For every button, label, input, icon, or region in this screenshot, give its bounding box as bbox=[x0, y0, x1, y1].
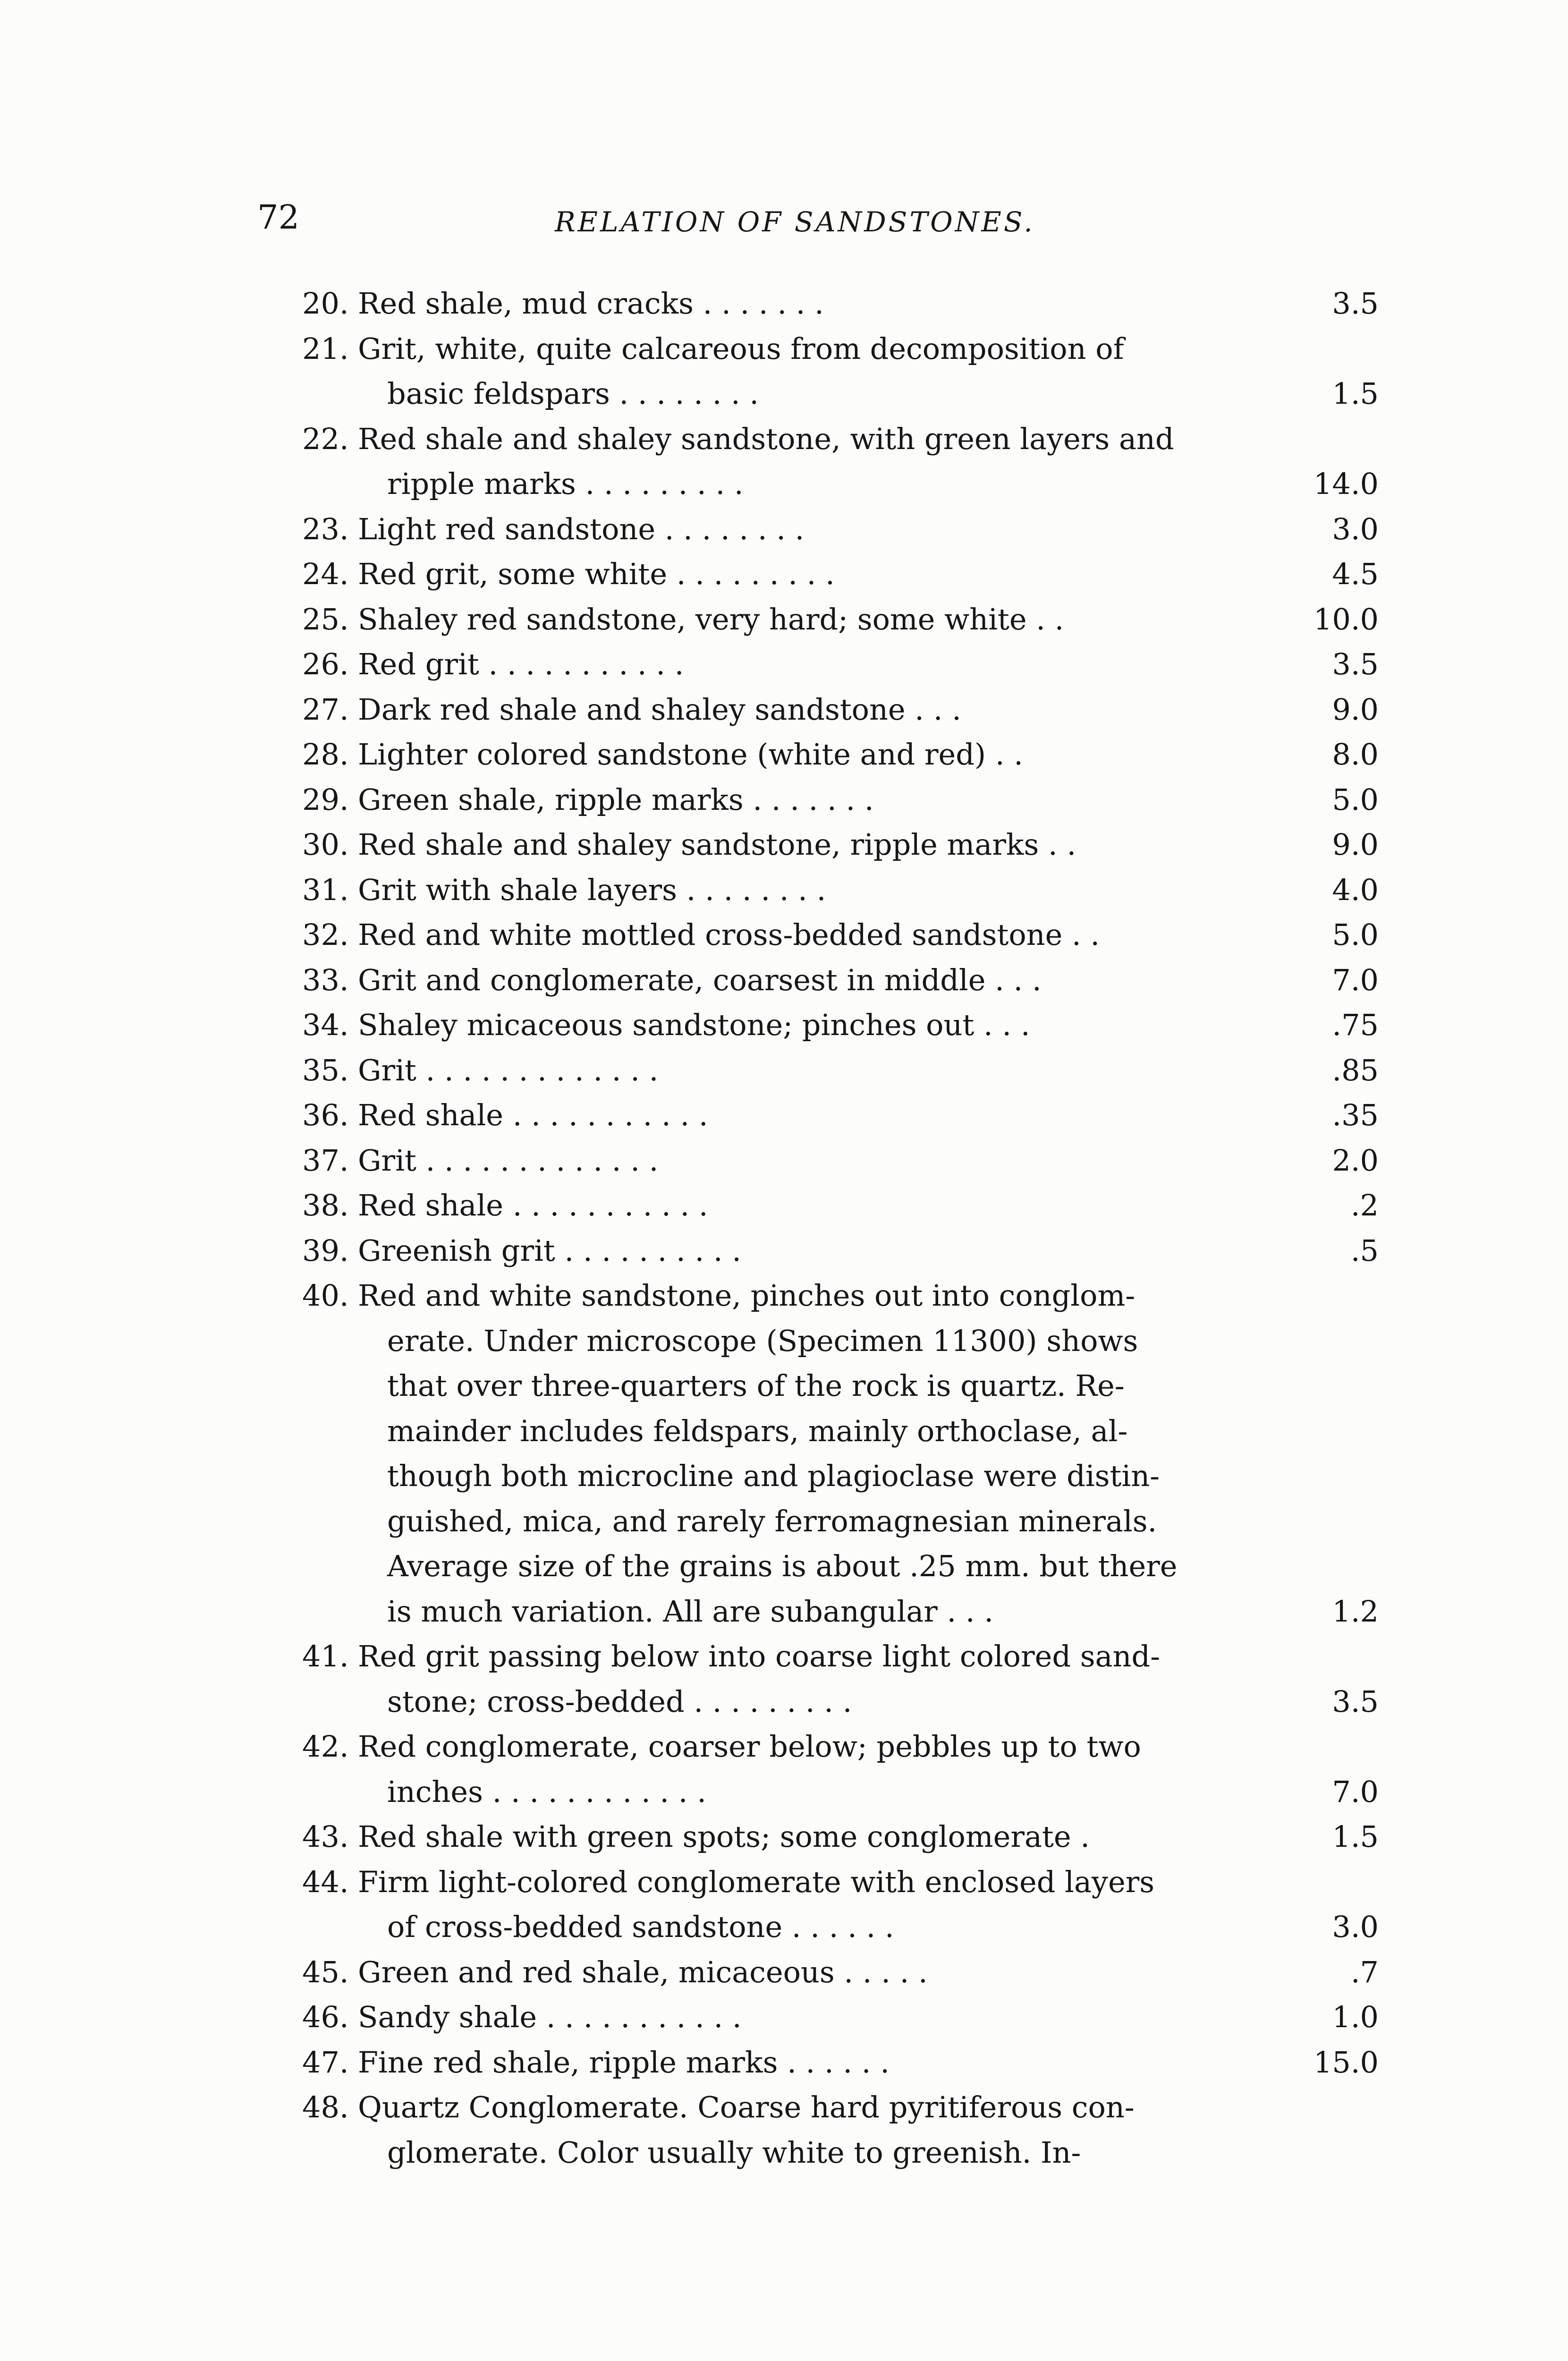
entry-number: 26. bbox=[302, 647, 349, 681]
entry-thickness: 9.0 bbox=[1332, 827, 1379, 862]
section-entry bbox=[302, 642, 1379, 687]
entry-thickness: 3.0 bbox=[1332, 1910, 1379, 1944]
section-entry bbox=[302, 1995, 1379, 2040]
entry-text: that over three-quarters of the rock is quartz. Re- bbox=[387, 1368, 1125, 1403]
entry-continuation-line bbox=[302, 1363, 1246, 1409]
entry-continuation-line bbox=[302, 1318, 1246, 1364]
section-entry bbox=[302, 777, 1379, 823]
entry-text: Grit . . . . . . . . . . . . . bbox=[358, 1053, 659, 1087]
entry-first-line bbox=[302, 867, 1246, 913]
entry-text: Red grit, some white . . . . . . . . . bbox=[358, 557, 835, 591]
entry-continuation-line bbox=[302, 1499, 1246, 1544]
section-entry bbox=[302, 732, 1379, 777]
entry-thickness: 1.0 bbox=[1332, 2000, 1379, 2034]
entry-number: 31. bbox=[302, 872, 349, 907]
section-entry bbox=[302, 597, 1379, 642]
entry-number: 44. bbox=[302, 1864, 349, 1899]
entry-first-line bbox=[302, 687, 1246, 732]
entry-first-line bbox=[302, 2040, 1246, 2085]
entry-text: Green shale, ripple marks . . . . . . . bbox=[358, 782, 874, 817]
entry-number: 20. bbox=[302, 286, 349, 321]
entry-text: Dark red shale and shaley sandstone . . . bbox=[358, 692, 961, 727]
entry-text: Red conglomerate, coarser below; pebbles up to two bbox=[358, 1729, 1141, 1764]
entry-text: ripple marks . . . . . . . . . bbox=[387, 467, 744, 501]
entry-text: Red shale and shaley sandstone, with green layers and bbox=[358, 421, 1174, 456]
entry-continuation-line bbox=[302, 1409, 1246, 1454]
section-entry bbox=[302, 958, 1379, 1003]
entry-number: 47. bbox=[302, 2045, 349, 2080]
section-entry bbox=[302, 912, 1379, 958]
entry-number: 42. bbox=[302, 1729, 349, 1764]
entry-number: 30. bbox=[302, 827, 349, 862]
entry-text: Sandy shale . . . . . . . . . . . bbox=[358, 2000, 742, 2034]
entry-number: 37. bbox=[302, 1143, 349, 1178]
entry-first-line bbox=[302, 1634, 1246, 1679]
entry-thickness: 3.5 bbox=[1332, 647, 1379, 681]
entry-text: though both microcline and plagioclase were distin- bbox=[387, 1459, 1160, 1493]
entry-first-line bbox=[302, 1048, 1246, 1093]
entry-thickness: 10.0 bbox=[1313, 602, 1379, 637]
entry-text: Firm light-colored conglomerate with enclosed layers bbox=[358, 1864, 1155, 1899]
entry-continuation-line bbox=[302, 1904, 1246, 1950]
entry-number: 46. bbox=[302, 2000, 349, 2034]
entry-first-line bbox=[302, 912, 1246, 958]
entry-text: Red shale, mud cracks . . . . . . . bbox=[358, 286, 824, 321]
entry-number: 45. bbox=[302, 1954, 349, 1989]
entry-number: 28. bbox=[302, 737, 349, 772]
entry-first-line bbox=[302, 642, 1246, 687]
entry-text: stone; cross-bedded . . . . . . . . . bbox=[387, 1684, 852, 1719]
entry-number: 33. bbox=[302, 962, 349, 997]
entry-thickness: 15.0 bbox=[1313, 2045, 1379, 2080]
entry-thickness: 3.0 bbox=[1332, 511, 1379, 546]
section-entry bbox=[302, 326, 1379, 416]
section-entry bbox=[302, 1228, 1379, 1274]
section-entry bbox=[302, 1273, 1379, 1634]
entry-thickness: 2.0 bbox=[1332, 1143, 1379, 1178]
entry-first-line bbox=[302, 597, 1246, 642]
section-entry bbox=[302, 1048, 1379, 1093]
entry-number: 24. bbox=[302, 557, 349, 591]
section-entry bbox=[302, 1950, 1379, 1995]
entry-text: inches . . . . . . . . . . . . bbox=[387, 1774, 706, 1809]
entry-thickness: .35 bbox=[1332, 1098, 1379, 1132]
section-entry bbox=[302, 867, 1379, 913]
entry-text: erate. Under microscope (Specimen 11300) shows bbox=[387, 1323, 1138, 1358]
entry-thickness: .7 bbox=[1350, 1954, 1379, 1989]
entry-text: Red shale . . . . . . . . . . . bbox=[358, 1188, 708, 1223]
entry-continuation-line bbox=[302, 461, 1246, 507]
entry-continuation-line bbox=[302, 1589, 1246, 1634]
page-number: 72 bbox=[257, 198, 300, 237]
section-entry bbox=[302, 552, 1379, 597]
entry-first-line bbox=[302, 1002, 1246, 1048]
running-title: RELATION OF SANDSTONES. bbox=[555, 206, 1035, 238]
entry-first-line bbox=[302, 507, 1246, 552]
entry-first-line bbox=[302, 326, 1246, 372]
stratigraphic-section-list bbox=[302, 281, 1379, 2175]
entry-thickness: .5 bbox=[1350, 1233, 1379, 1268]
section-entry bbox=[302, 1183, 1379, 1228]
section-entry bbox=[302, 2085, 1379, 2175]
entry-thickness: 8.0 bbox=[1332, 737, 1379, 772]
section-entry bbox=[302, 1138, 1379, 1183]
entry-first-line bbox=[302, 2085, 1246, 2130]
entry-thickness: 9.0 bbox=[1332, 692, 1379, 727]
entry-number: 21. bbox=[302, 331, 349, 366]
entry-thickness: 1.5 bbox=[1332, 1819, 1379, 1854]
entry-continuation-line bbox=[302, 1453, 1246, 1499]
entry-number: 25. bbox=[302, 602, 349, 637]
entry-thickness: 14.0 bbox=[1313, 467, 1379, 501]
entry-thickness: 7.0 bbox=[1332, 1774, 1379, 1809]
entry-thickness: .75 bbox=[1332, 1008, 1379, 1042]
entry-number: 36. bbox=[302, 1098, 349, 1132]
entry-continuation-line bbox=[302, 2130, 1246, 2175]
entry-thickness: .85 bbox=[1332, 1053, 1379, 1087]
entry-text: Grit . . . . . . . . . . . . . bbox=[358, 1143, 659, 1178]
entry-first-line bbox=[302, 552, 1246, 597]
entry-thickness: 1.5 bbox=[1332, 376, 1379, 411]
section-entry bbox=[302, 2040, 1379, 2085]
entry-number: 43. bbox=[302, 1819, 349, 1854]
entry-thickness: 7.0 bbox=[1332, 962, 1379, 997]
entry-first-line bbox=[302, 281, 1246, 326]
entry-number: 41. bbox=[302, 1639, 349, 1673]
entry-text: Green and red shale, micaceous . . . . . bbox=[358, 1954, 928, 1989]
entry-number: 39. bbox=[302, 1233, 349, 1268]
section-entry bbox=[302, 507, 1379, 552]
entry-continuation-line bbox=[302, 1769, 1246, 1815]
entry-number: 27. bbox=[302, 692, 349, 727]
entry-text: Average size of the grains is about .25 mm. but there bbox=[387, 1549, 1178, 1583]
section-entry bbox=[302, 1002, 1379, 1048]
section-entry bbox=[302, 1093, 1379, 1138]
entry-number: 23. bbox=[302, 511, 349, 546]
entry-thickness: 3.5 bbox=[1332, 1684, 1379, 1719]
entry-text: Red grit . . . . . . . . . . . bbox=[358, 647, 684, 681]
entry-text: Shaley micaceous sandstone; pinches out . . . bbox=[358, 1008, 1030, 1042]
entry-text: mainder includes feldspars, mainly orthoclase, al- bbox=[387, 1413, 1128, 1448]
entry-number: 22. bbox=[302, 421, 349, 456]
entry-thickness: 3.5 bbox=[1332, 286, 1379, 321]
section-entry bbox=[302, 416, 1379, 507]
entry-text: Fine red shale, ripple marks . . . . . . bbox=[358, 2045, 890, 2080]
entry-text: Red shale with green spots; some conglomerate . bbox=[358, 1819, 1090, 1854]
entry-number: 32. bbox=[302, 917, 349, 952]
entry-number: 29. bbox=[302, 782, 349, 817]
entry-number: 40. bbox=[302, 1278, 349, 1313]
entry-first-line bbox=[302, 958, 1246, 1003]
entry-text: Grit, white, quite calcareous from decomposition of bbox=[358, 331, 1124, 366]
entry-text: glomerate. Color usually white to greenish. In- bbox=[387, 2135, 1081, 2170]
entry-thickness: 1.2 bbox=[1332, 1594, 1379, 1629]
entry-text: Shaley red sandstone, very hard; some white . . bbox=[358, 602, 1064, 637]
entry-first-line bbox=[302, 416, 1246, 462]
entry-first-line bbox=[302, 1093, 1246, 1138]
entry-first-line bbox=[302, 1814, 1246, 1860]
entry-first-line bbox=[302, 1183, 1246, 1228]
entry-continuation-line bbox=[302, 371, 1246, 416]
entry-number: 48. bbox=[302, 2090, 349, 2124]
entry-text: Red grit passing below into coarse light colored sand- bbox=[358, 1639, 1161, 1673]
entry-first-line bbox=[302, 1273, 1246, 1318]
entry-number: 38. bbox=[302, 1188, 349, 1223]
entry-first-line bbox=[302, 1950, 1246, 1995]
entry-text: Quartz Conglomerate. Coarse hard pyritiferous con- bbox=[358, 2090, 1135, 2124]
entry-number: 34. bbox=[302, 1008, 349, 1042]
entry-first-line bbox=[302, 1860, 1246, 1905]
entry-first-line bbox=[302, 822, 1246, 867]
section-entry bbox=[302, 1634, 1379, 1724]
entry-thickness: .2 bbox=[1350, 1188, 1379, 1223]
entry-text: of cross-bedded sandstone . . . . . . bbox=[387, 1910, 894, 1944]
entry-text: Red and white sandstone, pinches out into conglom- bbox=[358, 1278, 1136, 1313]
entry-text: guished, mica, and rarely ferromagnesian minerals. bbox=[387, 1503, 1157, 1538]
entry-text: Grit with shale layers . . . . . . . . bbox=[358, 872, 826, 907]
entry-text: Lighter colored sandstone (white and red) . . bbox=[358, 737, 1023, 772]
entry-thickness: 5.0 bbox=[1332, 917, 1379, 952]
entry-text: Red shale . . . . . . . . . . . bbox=[358, 1098, 708, 1132]
entry-first-line bbox=[302, 1138, 1246, 1183]
entry-text: Grit and conglomerate, coarsest in middle . . . bbox=[358, 962, 1042, 997]
entry-continuation-line bbox=[302, 1679, 1246, 1724]
entry-first-line bbox=[302, 1724, 1246, 1769]
section-entry bbox=[302, 687, 1379, 732]
entry-thickness: 4.5 bbox=[1332, 557, 1379, 591]
entry-text: Red and white mottled cross-bedded sandstone . . bbox=[358, 917, 1100, 952]
entry-text: Light red sandstone . . . . . . . . bbox=[358, 511, 805, 546]
entry-text: Red shale and shaley sandstone, ripple marks . . bbox=[358, 827, 1076, 862]
section-entry bbox=[302, 1860, 1379, 1950]
entry-thickness: 5.0 bbox=[1332, 782, 1379, 817]
entry-continuation-line bbox=[302, 1544, 1246, 1589]
entry-number: 35. bbox=[302, 1053, 349, 1087]
section-entry bbox=[302, 822, 1379, 867]
entry-thickness: 4.0 bbox=[1332, 872, 1379, 907]
entry-first-line bbox=[302, 1228, 1246, 1274]
entry-text: is much variation. All are subangular . . . bbox=[387, 1594, 994, 1629]
entry-text: Greenish grit . . . . . . . . . . bbox=[358, 1233, 741, 1268]
entry-first-line bbox=[302, 1995, 1246, 2040]
section-entry bbox=[302, 1814, 1379, 1860]
section-entry bbox=[302, 1724, 1379, 1814]
entry-first-line bbox=[302, 777, 1246, 823]
section-entry bbox=[302, 281, 1379, 326]
entry-first-line bbox=[302, 732, 1246, 777]
entry-text: basic feldspars . . . . . . . . bbox=[387, 376, 759, 411]
